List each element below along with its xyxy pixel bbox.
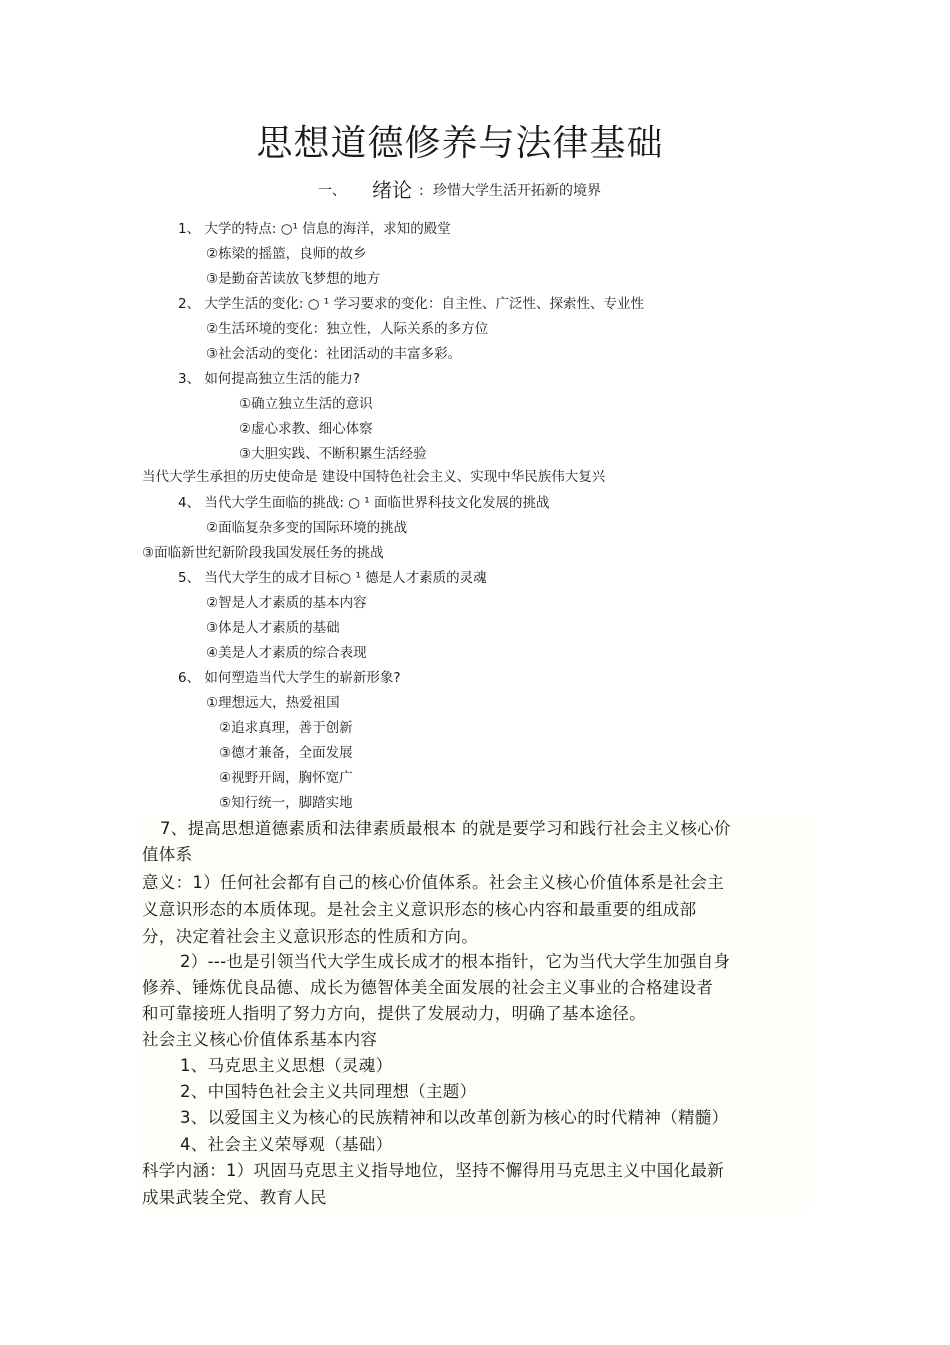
text-line: 2）---也是引领当代大学生成长成才的根本指针，它为当代大学生加强自身 [180, 952, 731, 971]
text-line: 3、以爱国主义为核心的民族精神和以改革创新为核心的时代精神（精髓） [180, 1108, 729, 1127]
text-line: 1、 大学的特点: ○¹ 信息的海洋，求知的殿堂 [178, 221, 451, 237]
text-line: ③面临新世纪新阶段我国发展任务的挑战 [142, 545, 384, 561]
text-line: ②追求真理，善于创新 [219, 720, 353, 736]
text-line: 和可靠接班人指明了努力方向，提供了发展动力，明确了基本途径。 [142, 1004, 646, 1023]
text-line: 3、 如何提高独立生活的能力? [178, 371, 361, 387]
text-line: 7、提高思想道德素质和法律素质最根本 的就是要学习和践行社会主义核心价 [160, 819, 731, 838]
text-line: 5、 当代大学生的成才目标○ ¹ 德是人才素质的灵魂 [178, 570, 487, 586]
chapter-colon: : [419, 183, 424, 199]
text-line: ②智是人才素质的基本内容 [206, 595, 367, 611]
text-line: ④美是人才素质的综合表现 [206, 645, 367, 661]
text-line: ①确立独立生活的意识 [239, 396, 373, 412]
text-line: 成果武装全党、教育人民 [142, 1188, 327, 1207]
text-line: 社会主义核心价值体系基本内容 [142, 1030, 378, 1049]
text-line: 当代大学生承担的历史使命是 建设中国特色社会主义、实现中华民族伟大复兴 [142, 469, 606, 485]
text-line: ③是勤奋苦读放飞梦想的地方 [206, 271, 381, 287]
text-line: ③德才兼备，全面发展 [219, 745, 353, 761]
text-line: 4、 当代大学生面临的挑战: ○ ¹ 面临世界科技文化发展的挑战 [178, 495, 550, 511]
text-line: 1、马克思主义思想（灵魂） [180, 1056, 393, 1075]
text-line: 2、中国特色社会主义共同理想（主题） [180, 1082, 477, 1101]
text-line: 分，决定着社会主义意识形态的性质和方向。 [142, 927, 478, 946]
text-line: 科学内涵：1）巩固马克思主义指导地位，坚持不懈得用马克思主义中国化最新 [142, 1161, 724, 1180]
text-line: 值体系 [142, 845, 193, 864]
text-line: ②面临复杂多变的国际环境的挑战 [206, 520, 408, 536]
text-line: 修养、锤炼优良品德、成长为德智体美全面发展的社会主义事业的合格建设者 [142, 978, 714, 997]
text-line: 2、 大学生活的变化: ○ ¹ 学习要求的变化：自主性、广泛性、探索性、专业性 [178, 296, 644, 312]
text-line: ②生活环境的变化：独立性，人际关系的多方位 [206, 321, 489, 337]
text-line: ①理想远大，热爱祖国 [206, 695, 340, 711]
text-line: 6、 如何塑造当代大学生的崭新形象? [178, 670, 401, 686]
chapter-number: 一、 [318, 183, 346, 199]
text-line: ⑤知行统一，脚踏实地 [219, 795, 353, 811]
text-line: ②栋梁的摇篮，良师的故乡 [206, 246, 367, 262]
text-line: ③大胆实践、不断积累生活经验 [239, 446, 427, 462]
text-line: ③社会活动的变化：社团活动的丰富多彩。 [206, 346, 462, 362]
text-line: 义意识形态的本质体现。是社会主义意识形态的核心内容和最重要的组成部 [142, 900, 697, 919]
chapter-topic: 珍惜大学生活开拓新的境界 [433, 183, 601, 199]
text-line: ④视野开阔，胸怀宽广 [219, 770, 353, 786]
chapter-name: 绪论 [372, 178, 412, 202]
text-line: 4、社会主义荣辱观（基础） [180, 1135, 393, 1154]
text-line: ③体是人才素质的基础 [206, 620, 340, 636]
text-line: 意义：1）任何社会都有自己的核心价值体系。社会主义核心价值体系是社会主 [142, 873, 724, 892]
page-title: 思想道德修养与法律基础 [256, 123, 664, 164]
text-line: ②虚心求教、细心体察 [239, 421, 373, 437]
